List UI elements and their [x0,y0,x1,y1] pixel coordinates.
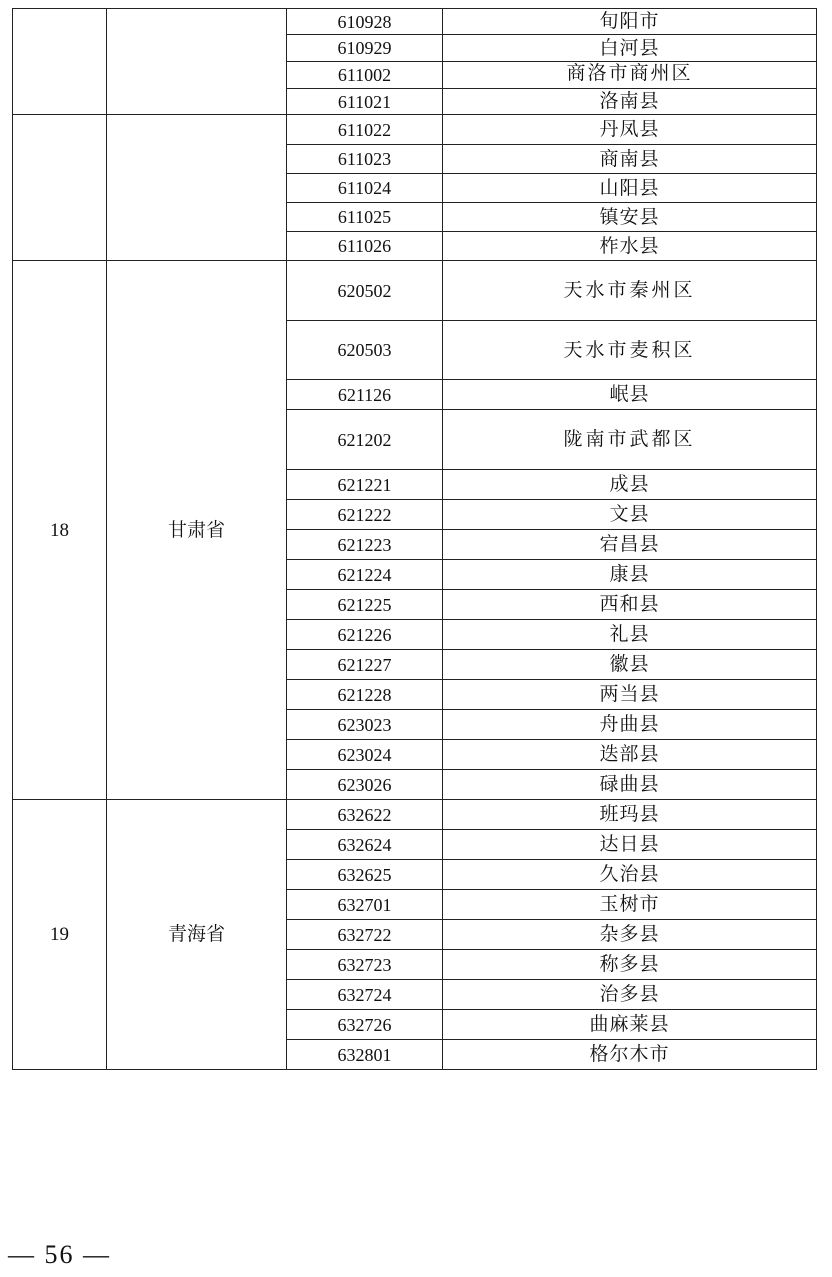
county-code: 621221 [287,470,443,500]
county-code-table [12,8,817,1070]
county-code: 623026 [287,770,443,800]
county-code: 621224 [287,560,443,590]
county-name: 格尔木市 [443,1040,817,1070]
county-name: 曲麻莱县 [443,1010,817,1040]
table-row [13,261,817,321]
county-name: 西和县 [443,590,817,620]
province-cell: 甘肃省 [107,261,287,800]
county-code: 621223 [287,530,443,560]
county-name: 舟曲县 [443,710,817,740]
county-name: 山阳县 [443,174,817,203]
county-code: 623024 [287,740,443,770]
table-row [13,9,817,35]
county-code: 611026 [287,232,443,261]
county-name: 陇南市武都区 [443,410,817,470]
index-cell [13,9,107,115]
county-code: 632722 [287,920,443,950]
county-name: 达日县 [443,830,817,860]
county-name: 岷县 [443,380,817,410]
county-code: 632801 [287,1040,443,1070]
county-name-clipped [443,62,817,89]
county-name: 成县 [443,470,817,500]
county-name: 宕昌县 [443,530,817,560]
county-name: 治多县 [443,980,817,1010]
county-code: 632624 [287,830,443,860]
county-code: 621226 [287,620,443,650]
county-name: 丹凤县 [443,115,817,145]
table-row [13,800,817,830]
table-row [13,115,817,145]
county-code: 632622 [287,800,443,830]
county-code: 632726 [287,1010,443,1040]
county-name: 久治县 [443,860,817,890]
county-name: 碌曲县 [443,770,817,800]
county-code: 611021 [287,89,443,115]
county-name: 旬阳市 [443,9,817,35]
province-cell: 青海省 [107,800,287,1070]
county-code: 611022 [287,115,443,145]
county-code: 611023 [287,145,443,174]
county-name: 洛南县 [443,89,817,115]
province-cell [107,115,287,261]
county-name: 迭部县 [443,740,817,770]
county-name: 天水市秦州区 [443,261,817,321]
county-code: 610929 [287,35,443,62]
index-cell: 19 [13,800,107,1070]
county-name: 礼县 [443,620,817,650]
county-code: 621228 [287,680,443,710]
county-code: 611025 [287,203,443,232]
county-name: 柞水县 [443,232,817,261]
county-code: 621225 [287,590,443,620]
index-cell [13,115,107,261]
county-name: 白河县 [443,35,817,62]
county-name: 文县 [443,500,817,530]
county-code: 621222 [287,500,443,530]
county-code: 621227 [287,650,443,680]
county-name: 商洛市商州区 [566,62,693,84]
province-cell [107,9,287,115]
county-code: 632625 [287,860,443,890]
county-code: 632701 [287,890,443,920]
county-code: 621202 [287,410,443,470]
county-name: 康县 [443,560,817,590]
county-name: 徽县 [443,650,817,680]
county-code: 620502 [287,261,443,321]
county-name: 两当县 [443,680,817,710]
county-name: 镇安县 [443,203,817,232]
county-name: 杂多县 [443,920,817,950]
county-name: 班玛县 [443,800,817,830]
county-name: 玉树市 [443,890,817,920]
county-code: 610928 [287,9,443,35]
county-code: 623023 [287,710,443,740]
county-code: 611024 [287,174,443,203]
county-code: 620503 [287,321,443,380]
county-code: 611002 [287,62,443,89]
county-name: 称多县 [443,950,817,980]
index-cell: 18 [13,261,107,800]
county-name: 商南县 [443,145,817,174]
page-number: — 56 — [8,1240,111,1269]
county-code: 621126 [287,380,443,410]
county-code: 632724 [287,980,443,1010]
county-name: 天水市麦积区 [443,321,817,380]
county-code: 632723 [287,950,443,980]
